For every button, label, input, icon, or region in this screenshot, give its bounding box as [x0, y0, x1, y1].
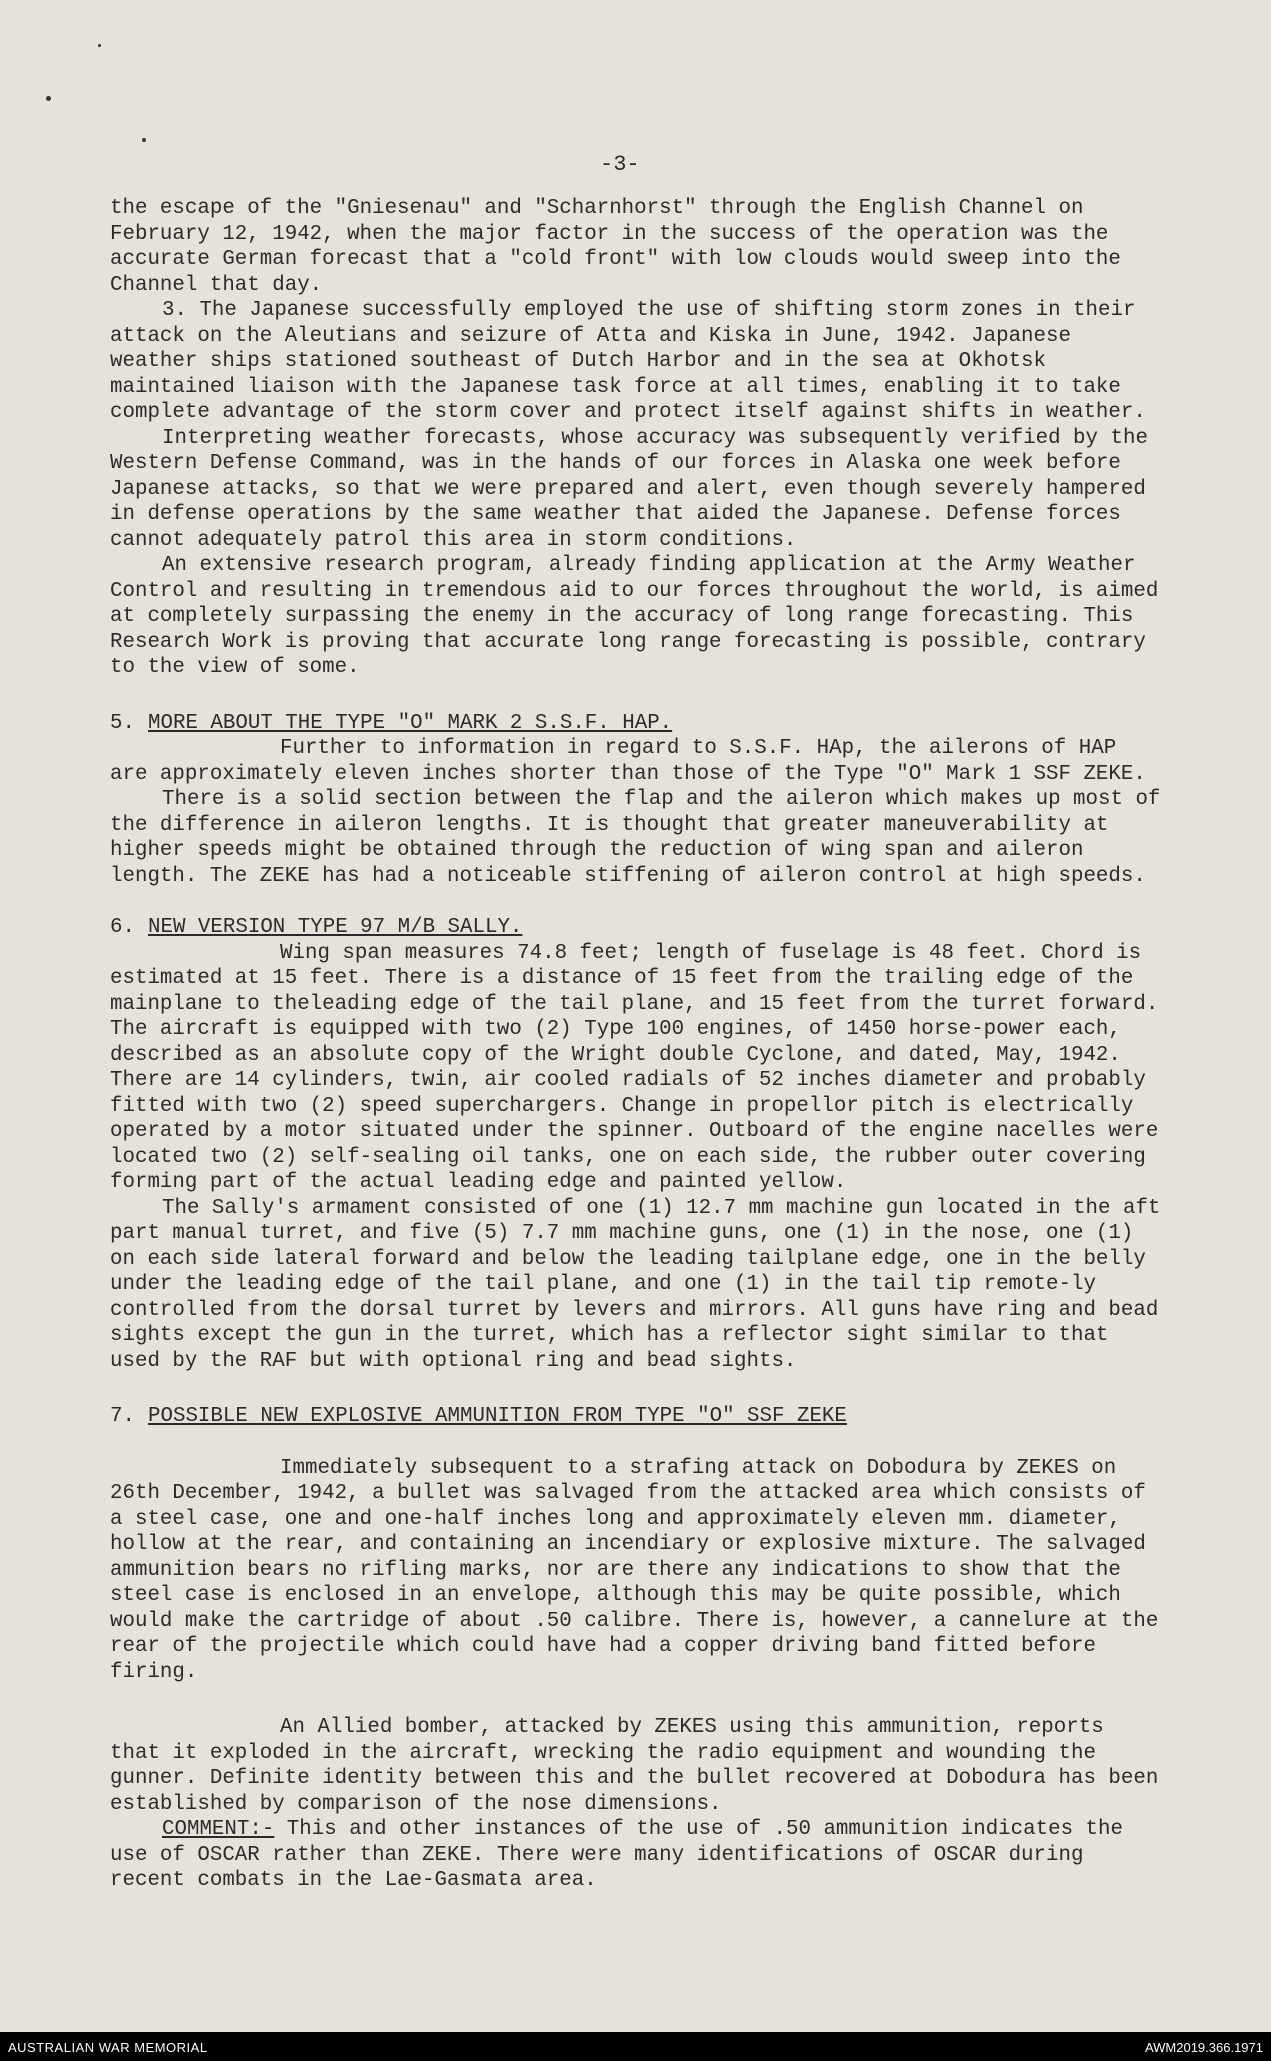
paragraph: Interpreting weather forecasts, whose accuracy was subsequently verified by the Western Defense Command, was in the hands of our forces in Alaska one week before Japanese attacks, so that we were prepared and alert, even though severely hampered in defense operations by the same weather that aided the Japanese. Defense forces cannot adequately patrol this area in storm conditions. — [110, 426, 1161, 552]
section-heading-5 — [110, 711, 1165, 737]
paragraph: 3. The Japanese successfully employed the use of shifting storm zones in their attack on the Aleutians and seizure of Atta and Kiska in June, 1942. Japanese weather ships stationed southeast of Dutch Harbor and in the sea at Okhotsk maintained liaison with the Japanese task force at all times, enabling it to take complete advantage of the storm cover and protect itself against shifts in weather. — [110, 299, 1148, 424]
section-heading-6 — [110, 915, 1165, 941]
paragraph: Immediately subsequent to a strafing attack on Dobodura by ZEKES on 26th December, 1942, a bullet was salvaged from the attacked area which consists of a steel case, one and one-half inches long and approximately eleven mm. diameter, hollow at the rear, and containing an incendiary or explosive mixture. The salvaged ammunition bears no rifling marks, nor are there any indications to show that the steel case is enclosed in an envelope, although this may be quite possible, which would make the cartridge of about .50 calibre. There is, however, a cannelure at the rear of the projectile which could have had a copper driving band fitted before firing. — [110, 1456, 1171, 1684]
paragraph: An extensive research program, already finding application at the Army Weather Control and resulting in tremendous aid to our forces throughout the world, is aimed at completely surpassing the enemy in the accuracy of long range forecasting. This Research Work is proving that accurate long range forecasting is possible, contrary to the view of some. — [110, 554, 1171, 679]
footer-accession-number: AWM2019.366.1971 — [1144, 2040, 1263, 2055]
comment-paragraph — [110, 1817, 1165, 1894]
document-body — [110, 196, 1173, 1894]
paper-speck — [142, 138, 146, 142]
section-title: POSSIBLE NEW EXPLOSIVE AMMUNITION FROM TYPE "O" SSF ZEKE — [148, 1405, 847, 1428]
paragraph: the escape of the "Gniesenau" and "Scharnhorst" through the English Channel on February 12, 1942, when the major factor in the success of the operation was the accurate German forecast that a "cold front" with low clouds would sweep into the Channel that day. — [110, 197, 1134, 297]
footer-bar — [0, 2032, 1271, 2061]
paper-speck — [98, 44, 101, 47]
footer-institution: AUSTRALIAN WAR MEMORIAL — [8, 2040, 208, 2055]
section-title: NEW VERSION TYPE 97 M/B SALLY. — [148, 916, 523, 939]
paper-speck — [46, 96, 51, 101]
section-number: 6. — [110, 916, 135, 939]
comment-text: This and other instances of the use of .50 ammunition indicates the use of OSCAR rather than ZEKE. There were many identifications of OSCAR during recent combats in the Lae-Gasmata area. — [110, 1818, 1136, 1892]
page-number: -3- — [600, 152, 640, 177]
paragraph: Wing span measures 74.8 feet; length of fuselage is 48 feet. Chord is estimated at 15 feet. There is a distance of 15 feet from the trailing edge of the mainplane to theleading edge of the tail plane, and 15 feet from the turret forward. The aircraft is equipped with two (2) Type 100 engines, of 1450 horse-power each, described as an absolute copy of the Wright double Cyclone, and dated, May, 1942. There are 14 cylinders, twin, air cooled radials of 52 inches diameter and probably fitted with two (2) speed superchargers. Change in propellor pitch is electrically operated by a motor situated under the spinner. Outboard of the engine nacelles were located two (2) self-sealing oil tanks, one on each side, the rubber outer covering forming part of the actual leading edge and painted yellow. — [110, 941, 1171, 1194]
section-title: MORE ABOUT THE TYPE "O" MARK 2 S.S.F. HAP. — [148, 711, 673, 735]
paragraph: An Allied bomber, attacked by ZEKES using this ammunition, reports that it exploded in the aircraft, wrecking the radio equipment and wounding the gunner. Definite identity between this and the bullet recovered at Dobodura has been established by comparison of the nose dimensions. — [110, 1716, 1171, 1816]
paragraph: There is a solid section between the flap and the aileron which makes up most of the difference in aileron lengths. It is thought that greater maneuverability at higher speeds might be obtained through the reduction of wing span and aileron length. The ZEKE has had a noticeable stiffening of aileron control at high speeds. — [110, 788, 1173, 888]
paragraph: The Sally's armament consisted of one (1) 12.7 mm machine gun located in the aft part manual turret, and five (5) 7.7 mm machine guns, one (1) in the nose, one (1) on each side lateral forward and below the leading tailplane edge, one in the belly under the leading edge of the tail plane, and one (1) in the tail tip remote-ly controlled from the dorsal turret by levers and mirrors. All guns have ring and bead sights except the gun in the turret, which has a reflector sight similar to that used by the RAF but with optional ring and bead sights. — [110, 1196, 1173, 1373]
paragraph: Further to information in regard to S.S.F. HAp, the ailerons of HAP are approximately eleven inches shorter than those of the Type "O" Mark 1 SSF ZEKE. — [110, 737, 1146, 786]
section-number: 5. — [110, 711, 135, 735]
section-heading-7 — [110, 1404, 1165, 1430]
section-number: 7. — [110, 1405, 135, 1428]
comment-label: COMMENT:- — [162, 1818, 275, 1841]
